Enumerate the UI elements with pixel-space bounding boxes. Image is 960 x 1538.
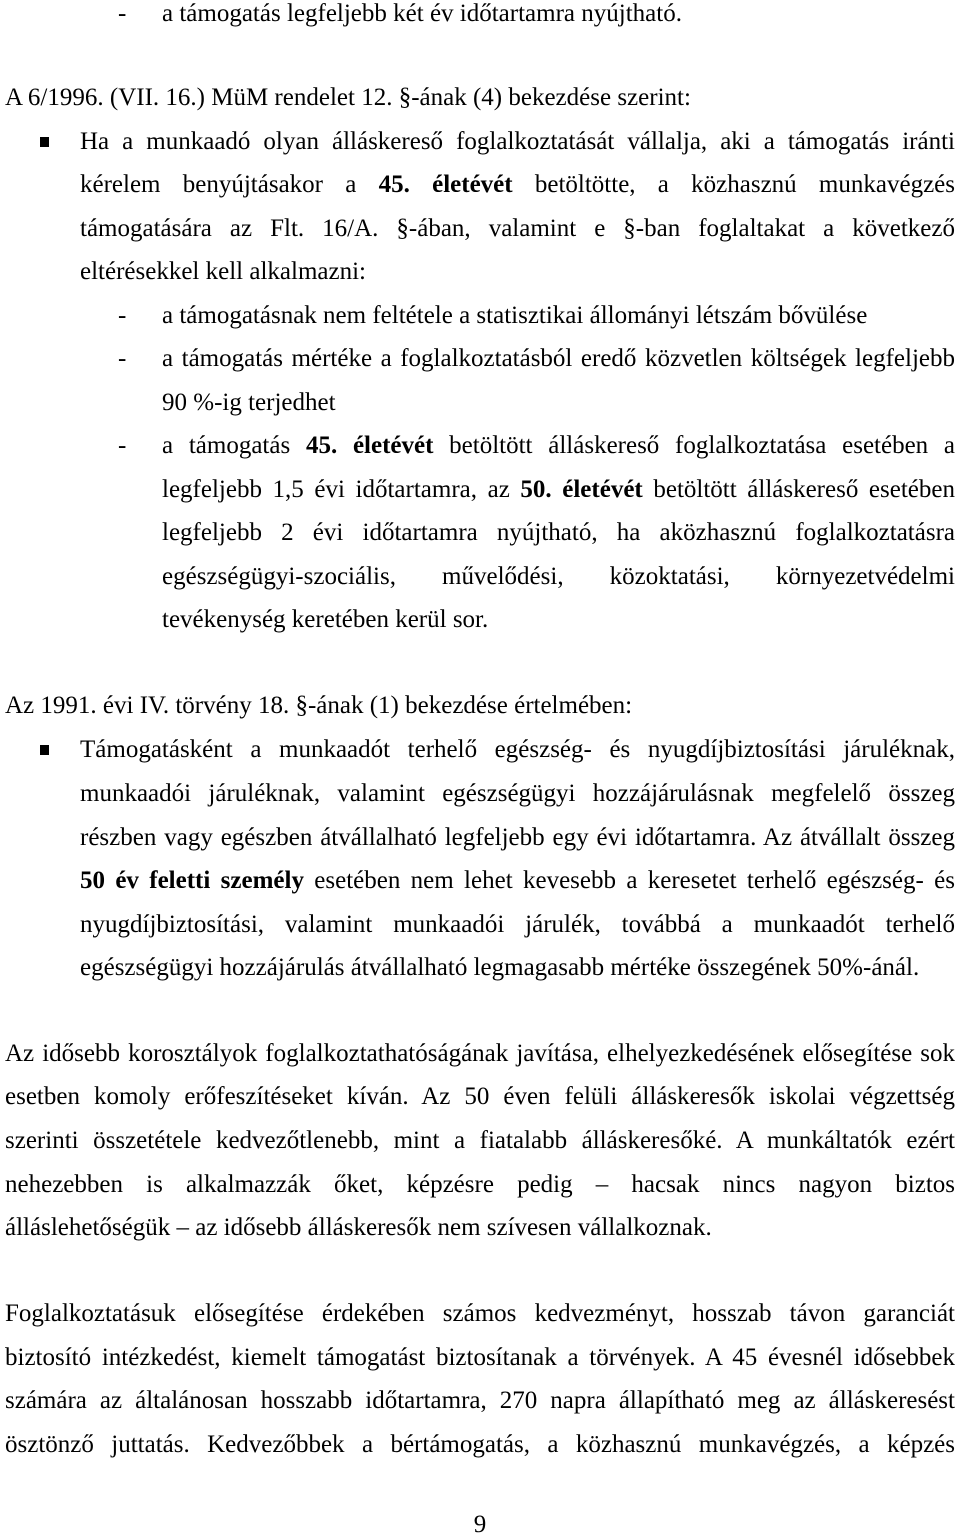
text-line: munkaadói járuléknak, valamint egészségügyi hozzájárulásnak megfelelő összeg xyxy=(80,780,955,807)
paragraph-line: esetben komoly erőfeszítéseket kíván. Az 50 éven felüli álláskeresők iskolai végzettség xyxy=(5,1083,955,1110)
paragraph-line: számára az általánosan hosszabb időtartamra, 270 napra állapítható meg az álláskeresést xyxy=(5,1387,955,1414)
section-heading: A 6/1996. (VII. 16.) MüM rendelet 12. §-ának (4) bekezdése szerint: xyxy=(5,84,691,111)
list-item-text: a támogatás legfeljebb két év időtartamra nyújtható. xyxy=(162,0,682,27)
list-item-text: tevékenység keretében kerül sor. xyxy=(162,606,489,633)
bold-text-segment: 45. életévét xyxy=(305,432,434,459)
bullet-square-icon xyxy=(40,137,49,147)
text-line: Ha a munkaadó olyan álláskereső foglalkoztatását vállalja, aki a támogatás iránti xyxy=(80,128,955,155)
paragraph-line: Foglalkoztatásuk elősegítése érdekében számos kedvezményt, hosszab távon garanciát xyxy=(5,1300,955,1327)
list-item-text: a támogatás mértéke a foglalkoztatásból eredő közvetlen költségek legfeljebb xyxy=(162,345,955,372)
bold-text-segment: 50. életévét xyxy=(520,476,643,503)
list-dash-marker: - xyxy=(118,345,127,372)
list-item-text: legfeljebb 2 évi időtartamra nyújtható, ha aközhasznú foglalkoztatásra xyxy=(162,519,955,546)
list-dash-marker: - xyxy=(118,302,127,329)
list-dash-marker: - xyxy=(118,432,127,459)
paragraph-line: nehezebben is alkalmazzák őket, képzésre pedig – hacsak nincs nagyon biztos xyxy=(5,1171,955,1198)
text-line: nyugdíjbiztosítási, valamint munkaadói járulék, továbbá a munkaadót terhelő xyxy=(80,911,955,938)
text-line xyxy=(80,866,955,896)
list-item-text: a támogatásnak nem feltétele a statisztikai állományi létszám bővülése xyxy=(162,302,868,329)
paragraph-line: biztosító intézkedést, kiemelt támogatást biztosítanak a törvények. A 45 évesnél idősebbek xyxy=(5,1344,955,1371)
page-number: 9 xyxy=(473,1511,487,1538)
text-line: támogatására az Flt. 16/A. §-ában, valamint e §-ban foglaltakat a következő xyxy=(80,215,955,242)
text-segment: esetében nem lehet kevesebb a keresetet terhelő egészség- és xyxy=(303,867,955,894)
text-line: egészségügyi hozzájárulás átvállalható legmagasabb mértéke összegének 50%-ánál. xyxy=(80,954,920,981)
text-line: részben vagy egészben átvállalható legfeljebb egy évi időtartamra. Az átvállalt összeg xyxy=(80,824,955,851)
text-segment: legfeljebb 1,5 évi időtartamra, az xyxy=(162,476,521,503)
bold-text-segment: 50 év feletti személy xyxy=(80,867,304,894)
text-segment: betöltött álláskereső esetében xyxy=(642,476,955,503)
text-segment: kérelem benyújtásakor a xyxy=(80,171,379,198)
bullet-square-icon xyxy=(40,745,49,755)
paragraph-line: álláslehetőségük – az idősebb álláskeresők nem szívesen vállalkoznak. xyxy=(5,1214,712,1241)
list-dash-marker: - xyxy=(118,0,127,27)
list-item-text xyxy=(162,475,955,505)
paragraph-line: Az idősebb korosztályok foglalkoztathatóságának javítása, elhelyezkedésének elősegítése sok xyxy=(5,1040,955,1067)
text-segment: a támogatás xyxy=(162,432,306,459)
list-item-text: 90 %-ig terjedhet xyxy=(162,389,336,416)
section-heading: Az 1991. évi IV. törvény 18. §-ának (1) bekezdése értelmében: xyxy=(5,692,633,719)
paragraph-line: ösztönző juttatás. Kedvezőbbek a bértámogatás, a közhasznú munkavégzés, a képzés xyxy=(5,1431,955,1458)
list-item-text xyxy=(162,431,955,461)
text-segment: betöltött álláskereső foglalkoztatása esetében a xyxy=(433,432,956,459)
text-line: eltérésekkel kell alkalmazni: xyxy=(80,258,366,285)
text-line: Támogatásként a munkaadót terhelő egészség- és nyugdíjbiztosítási járuléknak, xyxy=(80,736,955,763)
paragraph-line: szerinti összetétele kedvezőtlenebb, mint a fiatalabb álláskeresőké. A munkáltatók ezért xyxy=(5,1127,955,1154)
text-line xyxy=(80,170,955,200)
text-segment: betöltötte, a közhasznú munkavégzés xyxy=(512,171,955,198)
list-item-text: egészségügyi-szociális, művelődési, közoktatási, környezetvédelmi xyxy=(162,563,955,590)
bold-text-segment: 45. életévét xyxy=(378,171,513,198)
